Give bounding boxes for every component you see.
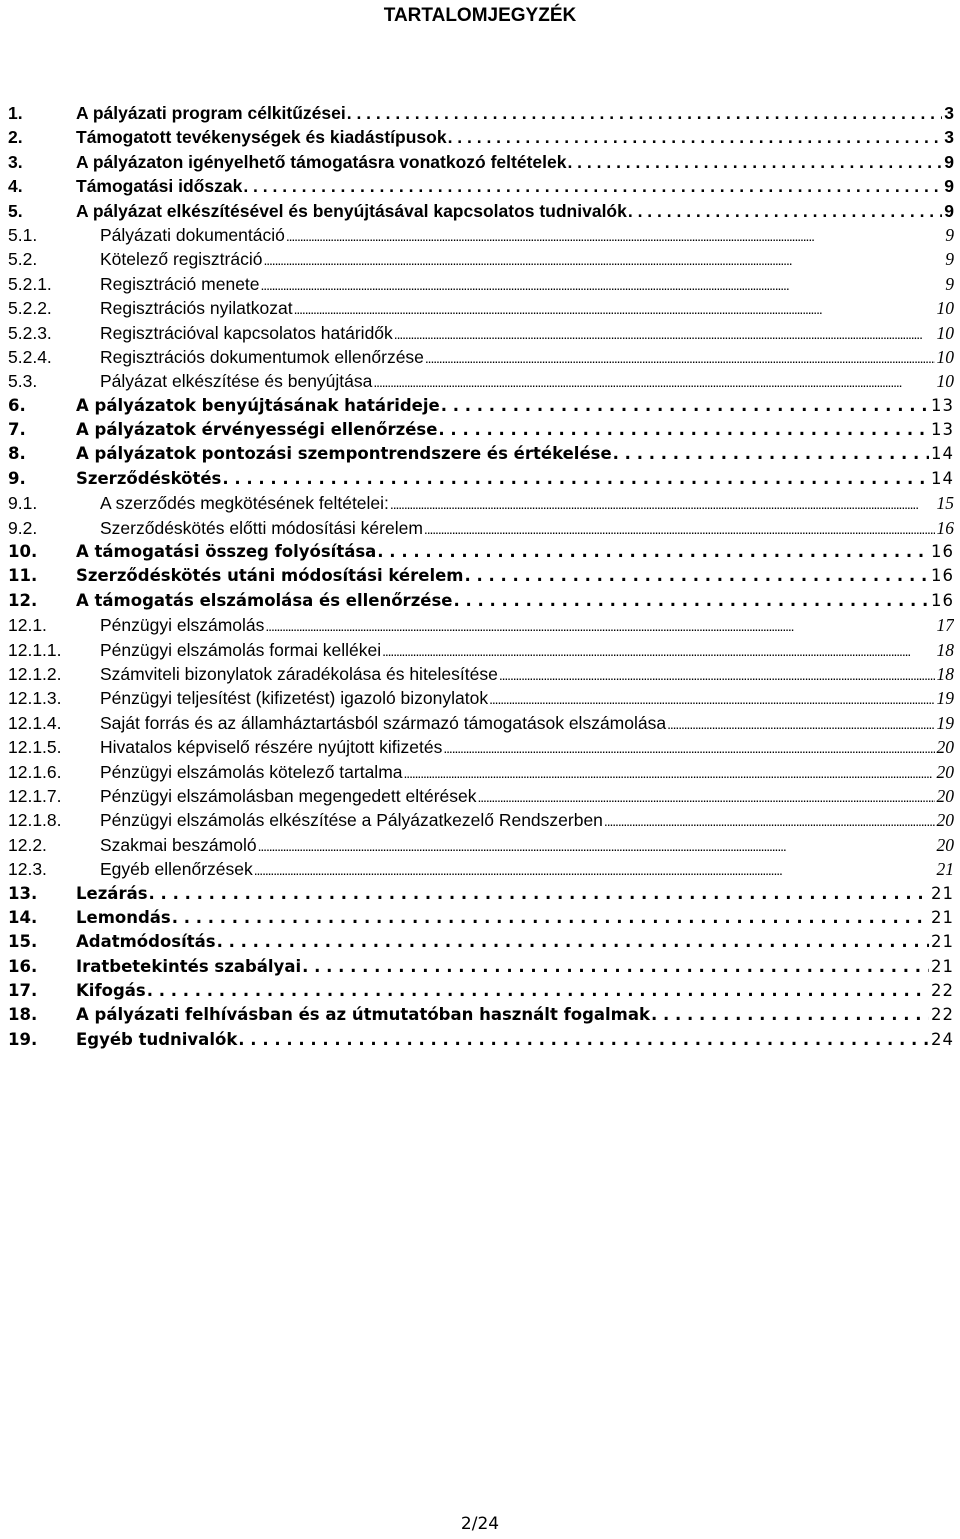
toc-entry-number: 12.1.8.: [8, 810, 62, 831]
toc-entry-number: 5.2.: [8, 249, 38, 270]
toc-entry[interactable]: [8, 369, 954, 393]
toc-entry-number: 12.1.5.: [8, 737, 62, 758]
toc-entry-page: 19: [936, 712, 954, 733]
toc-entry-page: 20: [936, 761, 954, 782]
toc-entry-title: Egyéb tudnivalók: [76, 1029, 238, 1049]
dot-leader: [217, 930, 929, 954]
toc-entry-title: Pályázati dokumentáció: [100, 224, 285, 245]
toc-entry[interactable]: [8, 638, 954, 662]
toc-entry-number: 5.2.4.: [8, 346, 52, 367]
toc-entry-page: 16: [931, 542, 954, 562]
dot-leader: [499, 663, 935, 686]
toc-entry[interactable]: [8, 442, 954, 466]
dot-leader: [454, 589, 930, 613]
dot-leader: [373, 370, 934, 393]
toc-entry-title: A pályázati program célkitűzései: [76, 103, 346, 123]
dot-leader: [263, 248, 943, 271]
toc-entry[interactable]: [8, 150, 954, 174]
dot-leader: [443, 736, 934, 759]
toc-entry-title: Pénzügyi elszámolás: [100, 615, 265, 636]
toc-entry[interactable]: [8, 760, 954, 784]
toc-entry-page: 16: [931, 590, 954, 610]
dot-leader: [172, 906, 929, 930]
toc-entry-title: Támogatási időszak: [76, 176, 243, 197]
toc-entry[interactable]: [8, 735, 954, 759]
toc-entry-number: 9.2.: [8, 517, 38, 538]
toc-entry-title: Hivatalos képviselő részére nyújtott kifizetés: [100, 737, 443, 758]
toc-entry-page: 9: [945, 273, 954, 294]
toc-entry-title: Regisztrációval kapcsolatos határidők: [100, 322, 393, 343]
dot-leader: [286, 224, 943, 247]
toc-entry-page: 22: [931, 1005, 954, 1025]
toc-entry[interactable]: [8, 784, 954, 808]
toc-entry-page: 10: [936, 346, 954, 367]
dot-leader: [377, 540, 929, 564]
toc-entry-number: 5.: [8, 200, 23, 221]
dot-leader: [438, 418, 929, 442]
toc-entry-number: 5.3.: [8, 371, 38, 392]
toc-entry-number: 4.: [8, 176, 23, 197]
toc-entry-page: 9: [944, 176, 954, 197]
toc-entry[interactable]: [8, 418, 954, 442]
toc-entry-title: Regisztrációs dokumentumok ellenőrzése: [100, 346, 424, 367]
toc-entry-page: 22: [931, 981, 954, 1001]
toc-entry-title: A pályázati felhívásban és az útmutatóban használt fogalmak: [76, 1005, 650, 1025]
toc-entry[interactable]: [8, 564, 954, 588]
toc-entry-page: 16: [936, 517, 954, 538]
toc-entry-number: 12.1.1.: [8, 639, 62, 660]
toc-entry-title: Saját forrás és az államháztartásból származó támogatások elszámolása: [100, 712, 667, 733]
toc-entry-title: Egyéb ellenőrzések: [100, 859, 253, 880]
dot-leader: [604, 809, 935, 832]
dot-leader: [254, 858, 935, 881]
toc-entry-page: 10: [936, 322, 954, 343]
toc-entry-number: 19.: [8, 1029, 38, 1049]
toc-entry[interactable]: [8, 321, 954, 345]
toc-entry-page: 19: [936, 688, 954, 709]
toc-entry-number: 13.: [8, 883, 38, 903]
toc-entry-title: Kötelező regisztráció: [100, 249, 263, 270]
toc-entry-page: 3: [944, 103, 954, 123]
toc-entry-page: 3: [944, 127, 954, 148]
toc-entry-title: A pályázat elkészítésével és benyújtásával kapcsolatos tudnivalók: [76, 200, 627, 221]
toc-entry-title: Kifogás: [76, 981, 146, 1001]
toc-entry-number: 12.: [8, 590, 38, 610]
toc-entry[interactable]: [8, 467, 954, 491]
toc-entry-number: 12.2.: [8, 834, 47, 855]
toc-entry[interactable]: [8, 345, 954, 369]
dot-leader: [489, 687, 934, 710]
dot-leader: [382, 639, 934, 662]
toc-entry-title: Regisztrációs nyilatkozat: [100, 298, 293, 319]
dot-leader: [464, 564, 929, 588]
toc-entry[interactable]: [8, 223, 954, 247]
toc-entry-title: A szerződés megkötésének feltételei:: [100, 493, 389, 514]
toc-entry[interactable]: [8, 101, 954, 125]
dot-leader: [243, 174, 942, 198]
toc-entry-number: 5.2.1.: [8, 273, 52, 294]
toc-entry-number: 2.: [8, 127, 23, 148]
toc-entry-number: 10.: [8, 542, 38, 562]
toc-entry-title: Pénzügyi teljesítést (kifizetést) igazoló bizonylatok: [100, 688, 489, 709]
toc-entry[interactable]: [8, 589, 954, 613]
page-number: 2/24: [460, 1514, 500, 1534]
dot-leader: [238, 1028, 929, 1052]
toc-entry-number: 12.1.4.: [8, 712, 62, 733]
toc-entry[interactable]: [8, 882, 954, 906]
toc-entry-page: 21: [931, 956, 954, 976]
dot-leader: [441, 394, 929, 418]
toc-entry[interactable]: [8, 808, 954, 832]
toc-entry-page: 15: [936, 493, 954, 514]
toc-entry-title: Szerződéskötés előtti módosítási kérelem: [100, 517, 423, 538]
toc-entry-page: 21: [931, 932, 954, 952]
toc-entry-page: 9: [944, 151, 954, 172]
toc-entry-number: 5.2.3.: [8, 322, 52, 343]
toc-entry[interactable]: [8, 540, 954, 564]
toc-entry-page: 21: [931, 907, 954, 927]
table-of-contents: [8, 101, 954, 1052]
toc-entry[interactable]: [8, 833, 954, 857]
toc-entry-title: Szerződéskötés utáni módosítási kérelem: [76, 566, 464, 586]
toc-entry[interactable]: [8, 955, 954, 979]
toc-entry-number: 8.: [8, 444, 26, 464]
toc-entry-page: 14: [931, 444, 954, 464]
toc-entry-page: 14: [931, 468, 954, 488]
toc-entry-page: 20: [936, 834, 954, 855]
toc-entry-page: 10: [936, 298, 954, 319]
dot-leader: [425, 346, 935, 369]
toc-entry[interactable]: [8, 296, 954, 320]
toc-entry-number: 12.1.: [8, 615, 47, 636]
dot-leader: [477, 785, 934, 808]
toc-entry-page: 17: [936, 615, 954, 636]
toc-entry-title: Számviteli bizonylatok záradékolása és hitelesítése: [100, 663, 498, 684]
dot-leader: [390, 492, 935, 515]
toc-entry-page: 20: [936, 785, 954, 806]
toc-entry[interactable]: [8, 199, 954, 223]
toc-entry-number: 12.1.2.: [8, 663, 62, 684]
dot-leader: [394, 322, 935, 345]
toc-entry-number: 11.: [8, 566, 38, 586]
toc-entry-page: 13: [931, 420, 954, 440]
toc-entry[interactable]: [8, 711, 954, 735]
toc-entry[interactable]: [8, 686, 954, 710]
toc-entry-page: 18: [936, 663, 954, 684]
dot-leader: [149, 882, 929, 906]
toc-entry-title: A pályázatok érvényességi ellenőrzése: [76, 420, 438, 440]
toc-entry-title: Támogatott tevékenységek és kiadástípusok: [76, 127, 447, 148]
dot-leader: [147, 979, 929, 1003]
toc-entry[interactable]: [8, 394, 954, 418]
toc-title: TARTALOMJEGYZÉK: [383, 5, 577, 26]
toc-entry[interactable]: [8, 272, 954, 296]
toc-entry-page: 10: [936, 371, 954, 392]
toc-entry[interactable]: [8, 930, 954, 954]
toc-entry[interactable]: [8, 174, 954, 198]
toc-entry-number: 1.: [8, 103, 23, 123]
dot-leader: [424, 517, 935, 540]
toc-entry-page: 20: [936, 810, 954, 831]
toc-entry-title: Szerződéskötés: [76, 468, 222, 488]
toc-entry-title: Lezárás: [76, 883, 148, 903]
toc-entry-title: A pályázaton igényelhető támogatásra vonatkozó feltételek: [76, 151, 567, 172]
dot-leader: [302, 955, 929, 979]
toc-entry-page: 9: [945, 249, 954, 270]
toc-entry-number: 6.: [8, 395, 26, 415]
toc-entry-number: 15.: [8, 932, 38, 952]
toc-entry-title: Pénzügyi elszámolás kötelező tartalma: [100, 761, 403, 782]
toc-entry-title: Pénzügyi elszámolásban megengedett eltérések: [100, 785, 477, 806]
toc-entry-page: 16: [931, 566, 954, 586]
toc-entry-title: Pályázat elkészítése és benyújtása: [100, 371, 373, 392]
toc-entry-number: 12.1.3.: [8, 688, 62, 709]
toc-entry-title: A pályázatok pontozási szempontrendszere és értékelése: [76, 444, 612, 464]
toc-entry-title: A pályázatok benyújtásának határideje: [76, 395, 440, 415]
dot-leader: [261, 273, 944, 296]
toc-entry-number: 3.: [8, 151, 23, 172]
toc-entry-number: 16.: [8, 956, 38, 976]
toc-entry-page: 21: [931, 883, 954, 903]
toc-entry[interactable]: [8, 613, 954, 637]
toc-entry[interactable]: [8, 125, 954, 149]
dot-leader: [347, 101, 943, 125]
dot-leader: [265, 614, 934, 637]
toc-entry-number: 17.: [8, 981, 38, 1001]
toc-entry-number: 12.3.: [8, 859, 47, 880]
dot-leader: [258, 834, 935, 857]
toc-entry-page: 13: [931, 395, 954, 415]
toc-entry[interactable]: [8, 1028, 954, 1052]
dot-leader: [294, 297, 935, 320]
dot-leader: [651, 1003, 929, 1027]
toc-entry[interactable]: [8, 906, 954, 930]
toc-entry-title: Iratbetekintés szabályai: [76, 956, 302, 976]
toc-entry-number: 12.1.6.: [8, 761, 62, 782]
toc-entry-title: Szakmai beszámoló: [100, 834, 257, 855]
toc-entry[interactable]: [8, 662, 954, 686]
toc-entry-number: 12.1.7.: [8, 785, 62, 806]
toc-entry-number: 18.: [8, 1005, 38, 1025]
toc-entry-number: 9.: [8, 468, 26, 488]
toc-entry-title: A támogatás elszámolása és ellenőrzése: [76, 590, 453, 610]
toc-entry-title: Regisztráció menete: [100, 273, 260, 294]
toc-entry-number: 9.1.: [8, 493, 38, 514]
dot-leader: [404, 761, 935, 784]
toc-entry-number: 7.: [8, 420, 26, 440]
toc-entry[interactable]: [8, 491, 954, 515]
dot-leader: [567, 150, 942, 174]
toc-entry-number: 14.: [8, 907, 38, 927]
toc-entry-number: 5.2.2.: [8, 298, 52, 319]
toc-entry-title: Adatmódosítás: [76, 932, 216, 952]
toc-entry-page: 24: [931, 1029, 954, 1049]
dot-leader: [628, 199, 942, 223]
dot-leader: [667, 712, 934, 735]
toc-entry[interactable]: [8, 1003, 954, 1027]
toc-entry-page: 9: [944, 200, 954, 221]
toc-entry-page: 20: [936, 737, 954, 758]
dot-leader: [448, 125, 943, 149]
toc-entry[interactable]: [8, 979, 954, 1003]
toc-entry[interactable]: [8, 516, 954, 540]
toc-entry-number: 5.1.: [8, 224, 38, 245]
toc-entry[interactable]: [8, 857, 954, 881]
toc-entry-title: Pénzügyi elszámolás elkészítése a Pályázatkezelő Rendszerben: [100, 810, 603, 831]
toc-entry-page: 9: [945, 224, 954, 245]
toc-entry-title: Lemondás: [76, 907, 171, 927]
dot-leader: [613, 442, 929, 466]
toc-entry-title: Pénzügyi elszámolás formai kellékei: [100, 639, 382, 660]
toc-entry[interactable]: [8, 247, 954, 271]
toc-entry-page: 18: [936, 639, 954, 660]
dot-leader: [222, 467, 929, 491]
toc-entry-title: A támogatási összeg folyósítása: [76, 542, 377, 562]
toc-entry-page: 21: [936, 859, 954, 880]
